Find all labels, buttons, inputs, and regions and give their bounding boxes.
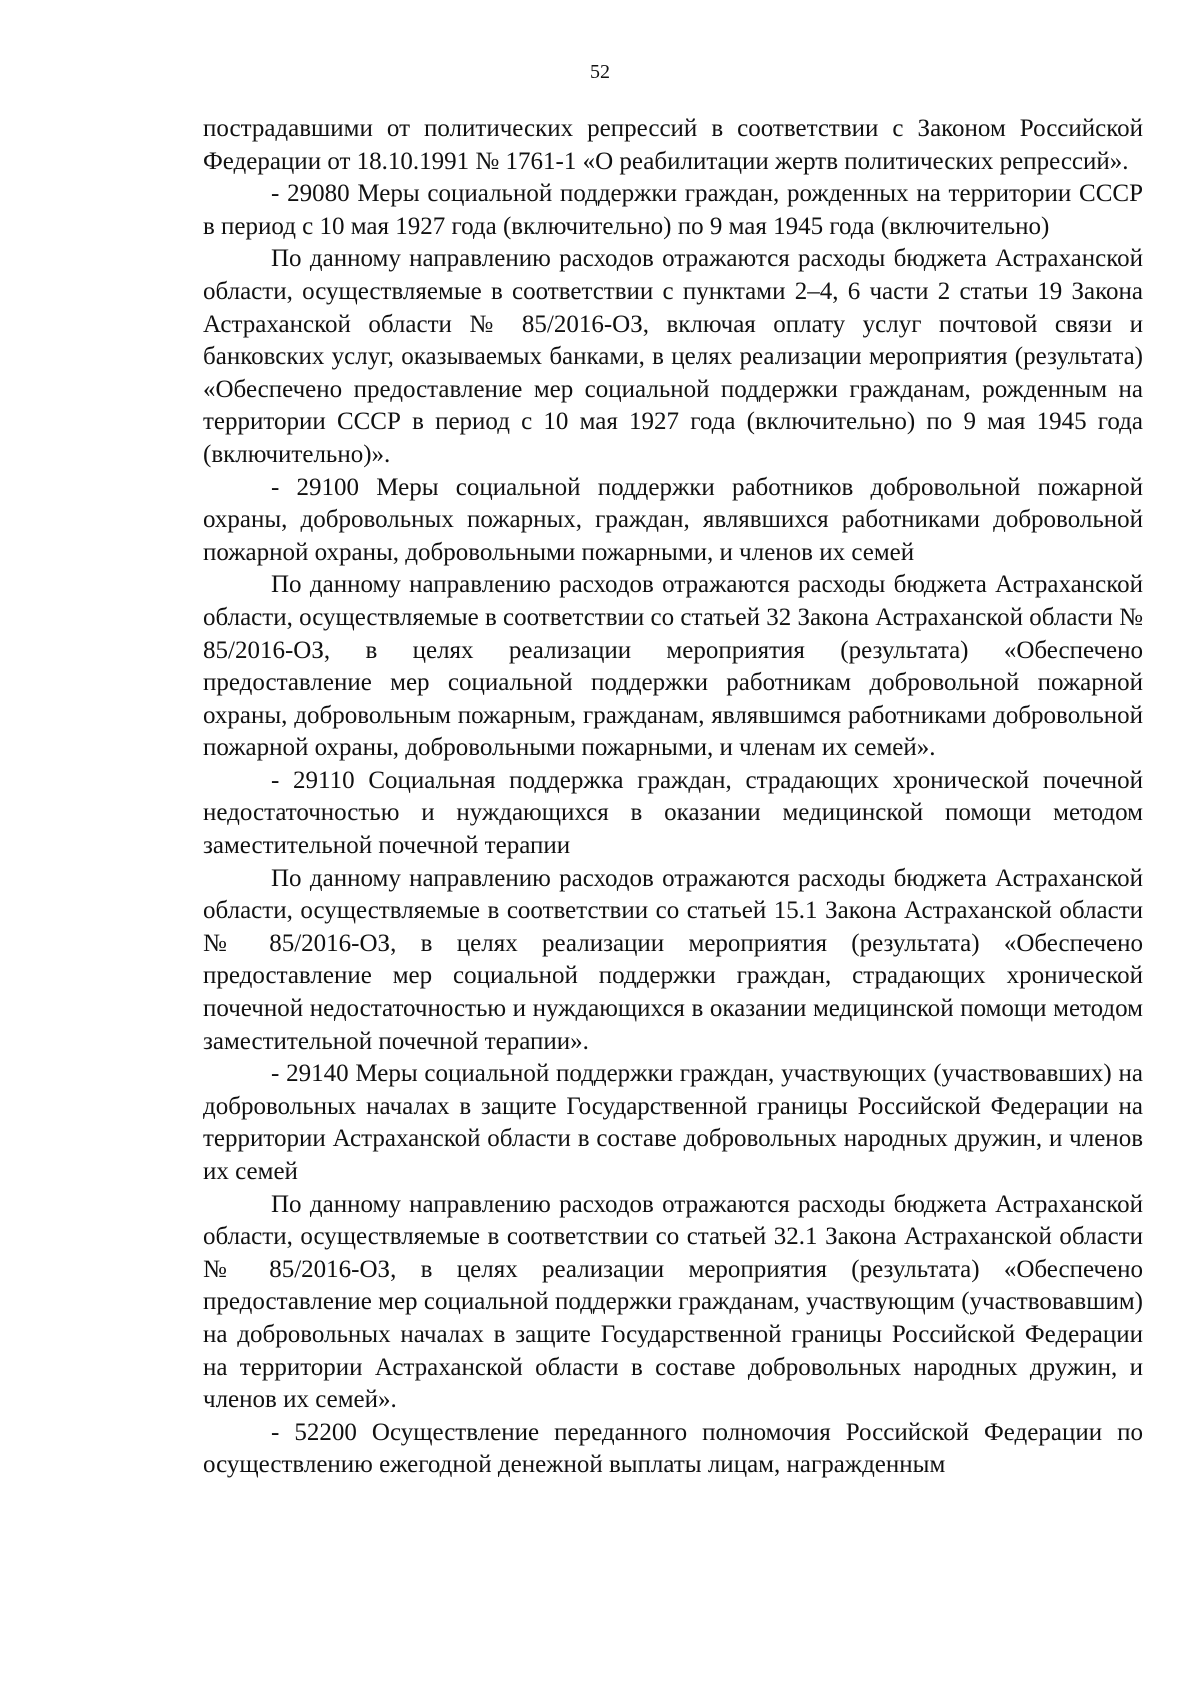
paragraph: - 29080 Меры социальной поддержки граждан, рожденных на территории СССР в период с 10 мая 1927 года (включительно) по 9 мая 1945 года (включительно) [203,180,1143,240]
paragraph: пострадавшими от политических репрессий в соответствии с Законом Российской Федерации от 18.10.1991 № 1761-1 «О реабилитации жертв политических репрессий». [203,115,1143,175]
paragraph: По данному направлению расходов отражаются расходы бюджета Астраханской области, осуществляемые в соответствии со статьей 32 Закона Астраханской области № 85/2016-ОЗ, в целях реализации мероприятия (результата) «Обеспечено предоставление мер социальной поддержки работникам добровольной пожарной охраны, добровольным пожарным, гражданам, являвшимся работниками добровольной пожарной охраны, добровольными пожарными, и членам их семей». [203,571,1143,762]
paragraph: По данному направлению расходов отражаются расходы бюджета Астраханской области, осуществляемые в соответствии со статьей 15.1 Закона Астраханской области № 85/2016-ОЗ, в целях реализации мероприятия (результата) «Обеспечено предоставление мер социальной поддержки граждан, страдающих хронической почечной недостаточностью и нуждающихся в оказании медицинской помощи методом заместительной почечной терапии». [203,864,1143,1055]
paragraph: - 29100 Меры социальной поддержки работников добровольной пожарной охраны, добровольных пожарных, граждан, являвшихся работниками добровольной пожарной охраны, добровольными пожарными, и членов их семей [203,473,1143,566]
page-number: 52 [590,61,610,83]
document-body [203,113,1143,1482]
paragraph: - 52200 Осуществление переданного полномочия Российской Федерации по осуществлению ежегодной денежной выплаты лицам, награжденным [203,1418,1143,1479]
paragraph: По данному направлению расходов отражаются расходы бюджета Астраханской области, осуществляемые в соответствии со статьей 32.1 Закона Астраханской области № 85/2016-ОЗ, в целях реализации мероприятия (результата) «Обеспечено предоставление мер социальной поддержки гражданам, участвующим (участвовавшим) на добровольных началах в защите Государственной границы Российской Федерации на территории Астраханской области в составе добровольных народных дружин, и членов их семей». [203,1190,1143,1414]
paragraph: - 29140 Меры социальной поддержки граждан, участвующих (участвовавших) на добровольных началах в защите Государственной границы Российской Федерации на территории Астраханской области в составе добровольных народных дружин, и членов их семей [203,1060,1143,1185]
paragraph: - 29110 Социальная поддержка граждан, страдающих хронической почечной недостаточностью и нуждающихся в оказании медицинской помощи методом заместительной почечной терапии [203,766,1143,860]
paragraph: По данному направлению расходов отражаются расходы бюджета Астраханской области, осуществляемые в соответствии с пунктами 2–4, 6 части 2 статьи 19 Закона Астраханской области № 85/2016-ОЗ, включая оплату услуг почтовой связи и банковских услуг, оказываемых банками, в целях реализации мероприятия (результата) «Обеспечено предоставление мер социальной поддержки гражданам, рожденным на территории СССР в период с 10 мая 1927 года (включительно) по 9 мая 1945 года (включительно)». [203,245,1143,468]
